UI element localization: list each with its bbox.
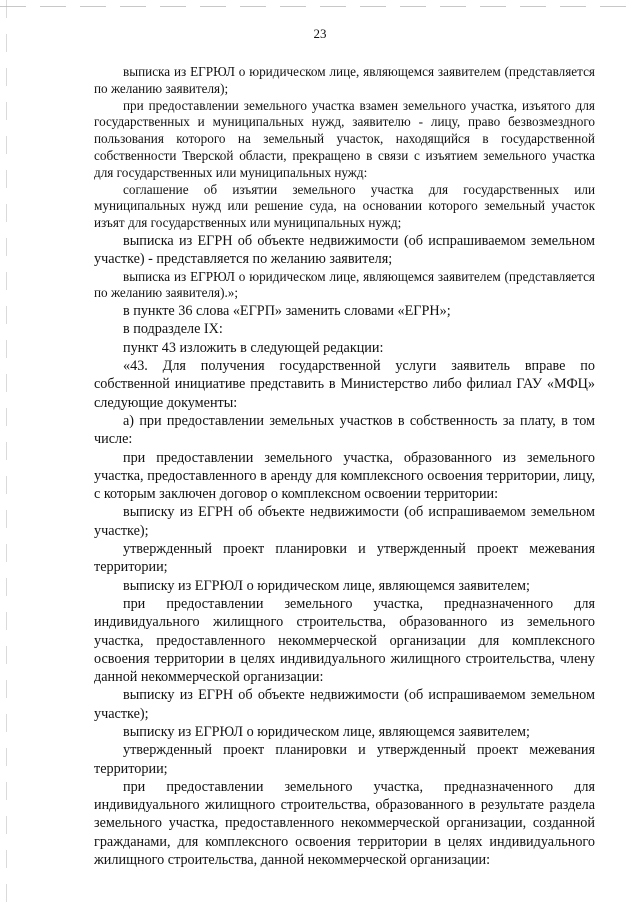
paragraph-item-36: в пункте 36 слова «ЕГРП» заменить словами «ЕГРН»; [123, 303, 451, 320]
scan-edge-top [0, 6, 640, 7]
paragraph-item-43: «43. Для получения государственной услуги заявитель вправе по собственной инициативе представить в Министерство либо филиал ГАУ «МФЦ» следующие документы: [94, 358, 595, 411]
document-body [94, 64, 595, 869]
paragraph-item-43-intro: пункт 43 изложить в следующей редакции: [123, 339, 384, 356]
paragraph-egrul-extract-2: выписка из ЕГРЮЛ о юридическом лице, являющемся заявителем (представляется по желанию заявителя).»; [94, 268, 595, 301]
paragraph-egrul-extract-4: выписку из ЕГРЮЛ о юридическом лице, являющемся заявителем; [123, 723, 530, 740]
paragraph-egrul-extract: выписка из ЕГРЮЛ о юридическом лице, являющемся заявителем (представляется по желанию заявителя); [94, 64, 595, 96]
paragraph-ihs-organization: при предоставлении земельного участка, предназначенного для индивидуального жилищного строительства, образованного в результате раздела земельного участка, предоставленного некоммерческой организации, созданной гражданами, для комплексного освоения территории в целях индивидуального жилищного строительства, данной некоммерческой организации: [94, 778, 595, 869]
paragraph-complex-development: при предоставлении земельного участка, образованного из земельного участка, предоставленного в аренду для комплексного освоения территории, лицу, с которым заключен договор о комплексном освоении территории: [94, 449, 595, 503]
paragraph-subitem-a: а) при предоставлении земельных участков в собственность за плату, в том числе: [94, 412, 595, 448]
paragraph-ihs-member: при предоставлении земельного участка, предназначенного для индивидуального жилищного строительства, образованного из земельного участка, предоставленного некоммерческой организации для комплексного освоения территории в целях индивидуального жилищного строительства, члену данной некоммерческой организации: [94, 595, 595, 686]
page-number: 23 [313, 26, 327, 41]
paragraph-seizure-agreement: соглашение об изъятии земельного участка для государственных или муниципальных нужд или решение суда, на основании которого земельный участок изъят для государственных или муниципальных нужд; [94, 181, 595, 231]
paragraph-egrn-extract: выписка из ЕГРН об объекте недвижимости (об испрашиваемом земельном участке) - представляется по желанию заявителя; [94, 232, 595, 268]
paragraph-egrn-extract-2: выписку из ЕГРН об объекте недвижимости (об испрашиваемом земельном участке); [94, 504, 595, 539]
paragraph-replacement-plot: при предоставлении земельного участка взамен земельного участка, изъятого для государственных и муниципальных нужд, заявителю - лицу, право безвозмездного пользования которого на земельный участок, находящийся в государственной собственности Тверской области, прекращено в связи с изъятием земельного участка для государственных или муниципальных нужд: [94, 97, 595, 180]
scan-edge-left [6, 0, 7, 905]
paragraph-planning-project: утвержденный проект планировки и утвержденный проект межевания территории; [94, 541, 595, 576]
paragraph-planning-project-2: утвержденный проект планировки и утвержденный проект межевания территории; [94, 742, 595, 777]
paragraph-egrn-extract-3: выписку из ЕГРН об объекте недвижимости (об испрашиваемом земельном участке); [94, 687, 595, 722]
paragraph-subsection-ix: в подразделе IX: [123, 321, 223, 338]
paragraph-egrul-extract-3: выписку из ЕГРЮЛ о юридическом лице, являющемся заявителем; [123, 577, 530, 594]
